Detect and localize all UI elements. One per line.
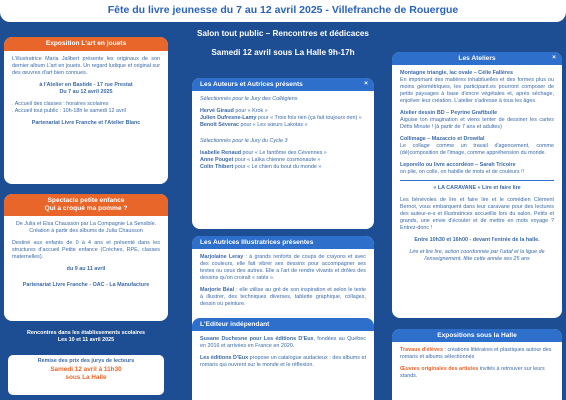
expo-location: à l'Atelier en Bastide - 17 rue Prestat [39, 82, 133, 88]
auteurs-card [192, 78, 374, 229]
salon-subtitle: Salon tout public – Rencontres et dédicaces [197, 29, 369, 38]
illustratrice-bio: : elle utilise au gré de son inspiration et selon le texte à illustrer, des techniques diverses, tablette graphique, collages, dessin ou peinture. [200, 287, 366, 307]
expo-schedule-classes: . Accueil des classes : horaires scolaires [12, 101, 109, 107]
author-name: Isabelle Renaud [200, 150, 242, 156]
editeur-name: Les éditions D'Eux [200, 355, 249, 361]
auteurs-header [192, 78, 374, 91]
expo-dates: Du 7 au 12 avril 2025 [59, 89, 113, 95]
spectacle-card [4, 194, 168, 321]
expo-title: Exposition L'art en jouets [4, 37, 168, 51]
author-book: pour « Trois fois rien (ça fait toujours rien) » [256, 115, 362, 121]
expo-entry-text: invités à retrouver sur leurs stands. [400, 366, 545, 379]
caravane-title: « LA CARAVANE » Lire et faire lire [433, 185, 521, 191]
author-row [200, 115, 366, 122]
author-book: pour « Le fantôme des Cévennes » [241, 150, 327, 156]
editeur-card [192, 318, 374, 400]
rencontres-dates: Les 10 et 11 avril 2025 [57, 337, 115, 343]
expo-entry-name: Travaux d'élèves [400, 347, 443, 353]
author-row [200, 164, 366, 171]
atelier-text: Le collage comme un travail d'agencement, comme (dé)composition de l'image, comme appréhension du monde. [400, 143, 554, 156]
spectacle-title-line1: Spectacle petite enfance [47, 197, 125, 204]
atelier-title: Collimage – Mazaccio et Drowilal [400, 136, 485, 142]
illustratrices-header [192, 236, 374, 249]
author-book: pour « Le chien du bout du monde » [233, 164, 322, 170]
editeur-name: Susane Duchesne pour Les éditions D'Eux [200, 336, 314, 342]
editeur-header [192, 318, 374, 331]
salon-date: Samedi 12 avril sous La Halle 9h-17h [211, 48, 355, 57]
prix-location: sous La Halle [65, 374, 107, 381]
auteurs-title: Les Auteurs et Autrices présents [200, 81, 303, 88]
prix-date: Samedi 12 avril à 11h30 [50, 366, 122, 373]
illustratrice-entry [200, 254, 366, 282]
author-book: pour « Krok » [233, 108, 268, 114]
author-name: Hervé Giraud [200, 108, 234, 114]
ateliers-header [392, 52, 562, 65]
author-name: Julien Dufresne-Lamy [200, 115, 257, 121]
atelier-text: Aiguise ton imagination et viens tenter de dessiner les cartes Défis Minute ! (à partir de 7 ans et adultes) [400, 117, 554, 130]
author-row [200, 108, 366, 115]
illustratrice-name: Marjorie Béal [200, 287, 235, 293]
caravane-hours: Entre 10h30 et 16h00 - devant l'entrée de la halle. [414, 237, 540, 243]
expos-card [392, 329, 562, 400]
atelier-title: Leporello ou livre accordéon – Sarah Tricoire [400, 162, 516, 168]
close-icon[interactable]: × [552, 54, 556, 61]
caravane-note: Lire et lire lire, action coordonnée par l'udaf et la ligue de l'enseignement, fête cette année ses 25 ans [409, 249, 545, 262]
banner-title: Fête du livre jeunesse du 7 au 12 avril 2025 - Villefranche de Rouergue [107, 4, 459, 16]
author-name: Colin Thibert [200, 164, 234, 170]
atelier-title: Montagne triangle, lac ovale – Célie Fallères [400, 70, 513, 76]
expo-entry-text: : créations littéraires et plastiques autour des romans et albums sélectionnés [400, 347, 552, 360]
editeur-title: L'Editeur indépendant [200, 321, 270, 328]
prix-card [8, 355, 164, 395]
spectacle-audience: Destiné aux enfants de 0 à 4 ans et présenté dans les structures d'accueil Petite enfance (Crèches, RPE, classes maternelles). [12, 240, 160, 260]
prix-title: Remise des prix des jurys de lecteurs [37, 358, 135, 364]
author-name: Anne Pouget [200, 157, 234, 163]
author-row [200, 150, 366, 157]
illustratrice-bio: : à grands renforts de coups de crayons et avec des couleurs, elle fait vibrer ses dessins pour accompagner ses textes ou ceux des autres. Elle a l'art de rendre vivants et drôles des dessins qu'on croirait « ratés ». [200, 254, 366, 281]
author-book: pour « Les sœurs Lakotas » [238, 122, 308, 128]
author-book: pour « Laïka chienne cosmonaute » [233, 157, 321, 163]
expo-card [4, 37, 168, 184]
illustratrice-entry [200, 287, 366, 308]
author-row [200, 122, 366, 129]
expo-schedule-public: . Accueil tout public : 10h-18h le samedi 12 avril [12, 108, 126, 114]
spectacle-credits: De Julia et Elsa Chausson par La Compagnie La Sensible. Création à partir des albums de Julia Chausson [15, 221, 157, 234]
expos-header [392, 329, 562, 342]
page-banner [0, 0, 566, 22]
rencontres-block [4, 330, 168, 344]
atelier-title: Atelier dessin BD – Peyrine Graftbulle [400, 110, 498, 116]
author-row [200, 157, 366, 164]
spectacle-title [4, 194, 168, 216]
expo-entry-name: Œuvres originales des artistes [400, 366, 479, 372]
editeur-intro [200, 336, 366, 350]
atelier-text: on plie, on colle, on habille de mots et de couleurs !! [400, 169, 525, 175]
expo-description: L'illustratrice Maria Jalibert présente les originaux de son dernier album L'art en jouets. Un regard ludique et original sur des œuvres d'art bien connues. [12, 56, 160, 76]
expo-entry [400, 366, 554, 380]
atelier-text: En imprimant des matières inhabituelles et des formes plus ou moins géométriques, les participant.es pourront composer de petits paysages à base d'encre végétales et, après séchage, enjoliver leur création. L'atelier s'adresse à tous les âges. [400, 77, 554, 104]
rencontres-title: Rencontres dans les établissements scolaires [26, 330, 146, 336]
expos-title: Expositions sous la Halle [437, 332, 517, 339]
illustratrices-title: Les Autrices Illustratrices présentes [200, 239, 314, 246]
ateliers-card [392, 52, 562, 318]
expo-partner: Partenariat Livre Franche et l'Atelier Blanc [31, 120, 141, 126]
author-name: Benoît Séverac [200, 122, 239, 128]
illustratrice-name: Marjolaine Leray [200, 254, 244, 260]
editeur-text: , fondées au Québec en 2016 et arrivées en France en 2020. [200, 336, 366, 349]
spectacle-partner: Partenariat Livre Franche - OAC - La Manufacture [22, 282, 150, 288]
auteurs-college-label: Sélectionnés pour le Jury des Collégiens [200, 96, 298, 102]
auteurs-cycle-label: Sélectionnés pour le Jury du Cycle 3 [200, 138, 288, 144]
ateliers-title: Les Ateliers [458, 55, 496, 62]
editeur-catalogue [200, 355, 366, 369]
spectacle-dates: du 9 au 11 avril [66, 266, 106, 272]
salon-heading [180, 28, 386, 58]
expo-entry [400, 347, 554, 361]
divider [400, 180, 554, 181]
caravane-text: Les bénévoles de lire et faire lire et le comédien Clément Bernot, vous embarquent dans leur caravane pour des lectures des auteur-e-s et illustratrices accueillis lors du salon. Petits et grands, une envie d'écouter et de mettre en mots voyage ? Entrez-donc ! [400, 197, 554, 231]
spectacle-title-line2: Qui a croqué ma pomme ? [44, 205, 128, 212]
close-icon[interactable]: × [364, 80, 368, 87]
editeur-text: propose un catalogue audacieux : des albums et romans qui ouvrent sur le monde et le réflexion. [200, 355, 367, 368]
